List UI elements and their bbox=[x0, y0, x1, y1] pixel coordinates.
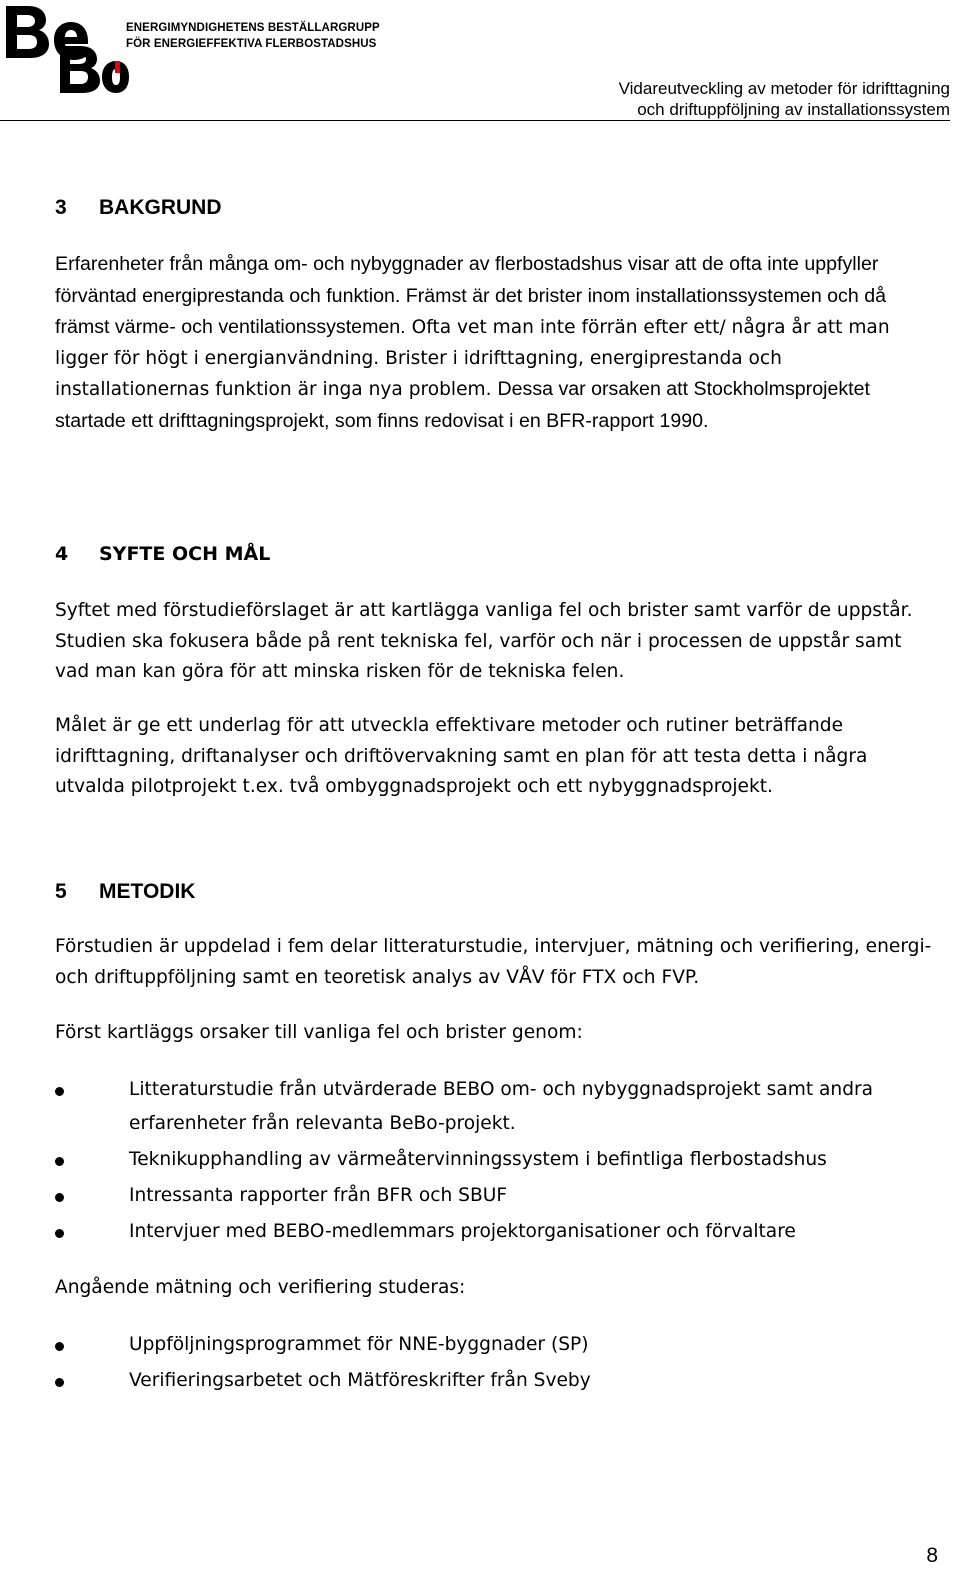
bullet-icon bbox=[55, 1087, 64, 1096]
section-heading-metodik bbox=[55, 880, 195, 904]
section-heading-syfte bbox=[55, 543, 270, 565]
doc-title-line-2: och driftuppföljning av installationssystem bbox=[637, 100, 950, 119]
section-number: 4 bbox=[55, 543, 69, 565]
bullet-list-kartlaggning bbox=[55, 1073, 935, 1251]
paragraph-mal: Målet är ge ett underlag för att utveckla effektivare metoder och rutiner beträffande idrifttagning, driftanalyser och driftövervakning samt en plan för att testa detta i några utvalda pilotprojekt t.ex. två ombyggnadsprojekt och ett nybyggnadsprojekt. bbox=[55, 715, 868, 797]
list-item-text: Uppföljningsprogrammet för NNE-byggnader (SP) bbox=[129, 1334, 589, 1355]
list-item bbox=[55, 1364, 935, 1398]
paragraph-text: Dessa var orsaken att Stockholmsprojektet startade ett drifttagningsprojekt, som finns redovisat i en BFR-rapport 1990. bbox=[55, 378, 870, 432]
paragraph-text: Erfarenheter från många om- och nybyggnader av flerbostadshus visar att de ofta inte uppfyller förväntad energiprestanda och funktion. Främst är det brister inom installationssystemen och då främst värme- och ventilationssystemen. bbox=[55, 253, 886, 338]
bebo-logo bbox=[4, 2, 129, 94]
bullet-icon bbox=[55, 1157, 64, 1166]
section-title: METODIK bbox=[99, 880, 196, 903]
bullet-list-matning bbox=[55, 1328, 935, 1400]
list-item-text: Litteraturstudie från utvärderade BEBO om- och nybyggnadsprojekt samt andra erfarenheter från relevanta BeBo-projekt. bbox=[129, 1079, 874, 1134]
list-item bbox=[55, 1143, 935, 1177]
bullet-icon bbox=[55, 1193, 64, 1202]
org-line-2: FÖR ENERGIEFFEKTIVA FLERBOSTADSHUS bbox=[126, 37, 377, 50]
paragraph-text: Ofta vet man inte förrän efter ett/ några år att man ligger för högt i energianvändning. Brister i idrifttagning, energiprestanda och installationernas funktion är inga nya problem. bbox=[55, 317, 890, 400]
section-number: 5 bbox=[55, 880, 67, 903]
org-line-1: ENERGIMYNDIGHETENS BESTÄLLARGRUPP bbox=[126, 22, 380, 34]
section-title: BAKGRUND bbox=[99, 196, 222, 219]
organization-name bbox=[126, 21, 380, 52]
bullet-icon bbox=[55, 1342, 64, 1351]
list-item bbox=[55, 1073, 935, 1141]
list-item bbox=[55, 1215, 935, 1249]
paragraph-metodik: Förstudien är uppdelad i fem delar litteraturstudie, intervjuer, mätning och verifiering, energi- och driftuppföljning samt en teoretisk analys av VÅV för FTX och FVP. bbox=[55, 936, 932, 988]
section-heading-bakgrund bbox=[55, 196, 222, 220]
page-number: 8 bbox=[926, 1544, 938, 1567]
bullet-icon bbox=[55, 1378, 64, 1387]
section-number: 3 bbox=[55, 196, 67, 219]
bullet-icon bbox=[55, 1229, 64, 1238]
paragraph-matning: Angående mätning och verifiering studeras: bbox=[55, 1277, 466, 1298]
paragraph-kartlaggning: Först kartläggs orsaker till vanliga fel och brister genom: bbox=[55, 1022, 583, 1043]
list-item-text: Teknikupphandling av värmeåtervinningssystem i befintliga flerbostadshus bbox=[129, 1149, 827, 1170]
document-title bbox=[619, 78, 950, 120]
list-item bbox=[55, 1328, 935, 1362]
list-item bbox=[55, 1179, 935, 1213]
header-divider bbox=[0, 120, 950, 121]
list-item-text: Verifieringsarbetet och Mätföreskrifter från Sveby bbox=[129, 1370, 591, 1391]
list-item-text: Intressanta rapporter från BFR och SBUF bbox=[129, 1185, 508, 1206]
section-title: SYFTE OCH MÅL bbox=[99, 543, 271, 565]
paragraph-bakgrund bbox=[55, 249, 935, 437]
paragraph-syfte: Syftet med förstudieförslaget är att kartlägga vanliga fel och brister samt varför de uppstår. Studien ska fokusera både på rent tekniska fel, varför och när i processen de uppstår samt vad man kan göra för att minska risken för de tekniska felen. bbox=[55, 600, 913, 682]
list-item-text: Intervjuer med BEBO-medlemmars projektorganisationer och förvaltare bbox=[129, 1221, 796, 1242]
doc-title-line-1: Vidareutveckling av metoder för idrifttagning bbox=[618, 79, 950, 98]
